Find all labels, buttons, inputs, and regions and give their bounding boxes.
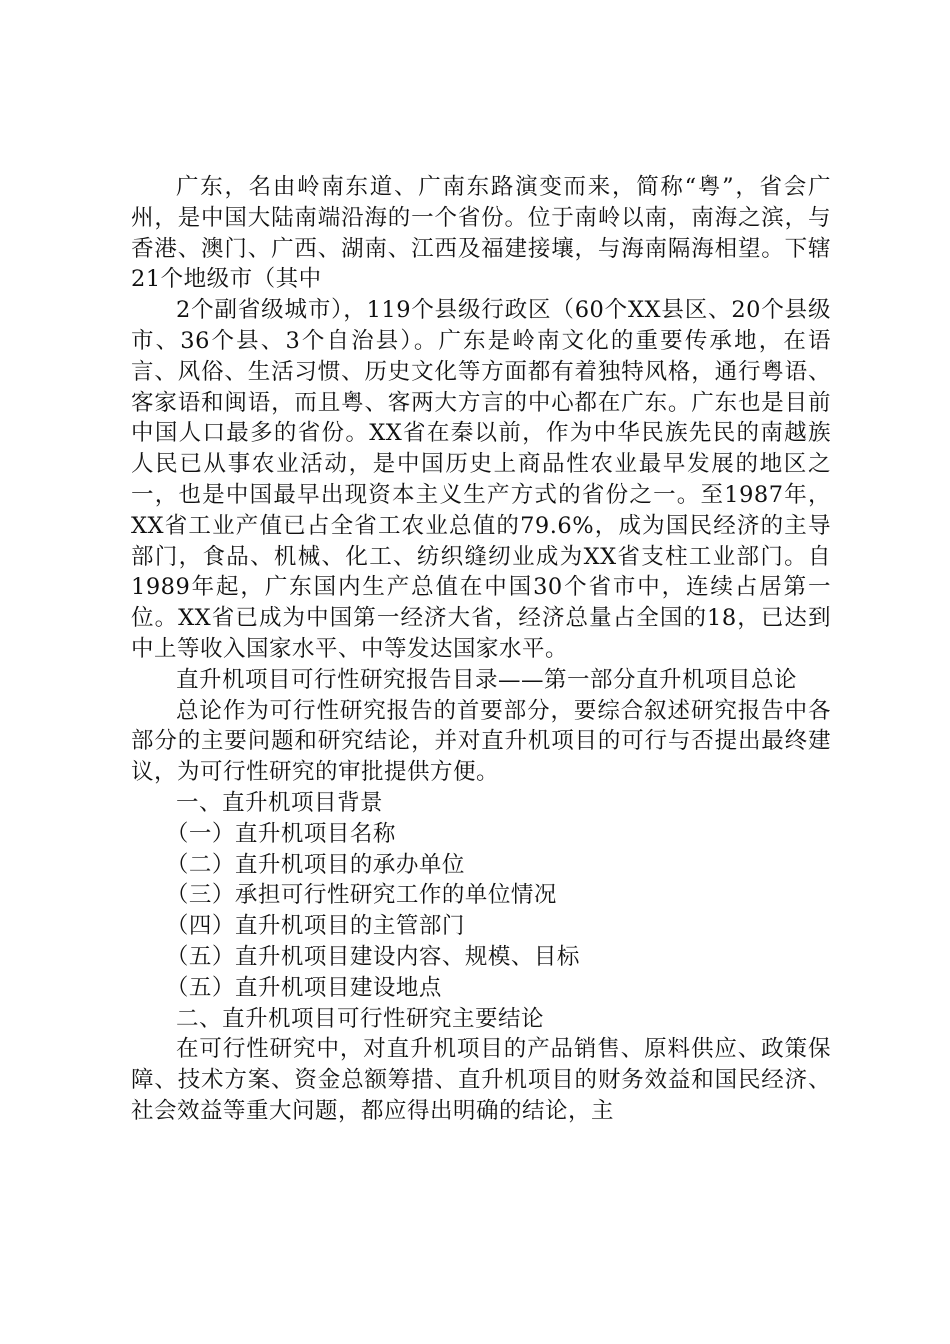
toc-heading: 直升机项目可行性研究报告目录——第一部分直升机项目总论 — [176, 666, 798, 693]
toc-item-scope: （五）直升机项目建设内容、规模、目标 — [165, 943, 580, 970]
toc-section-background: 一、直升机项目背景 — [176, 789, 384, 816]
province-overview-paragraph: 2个副省级城市），119个县级行政区（60个XX县区、20个县级市、36个县、3个自治县）。广东是岭南文化的重要传承地，在语言、风俗、生活习惯、历史文化等方面都有着独特风格，通行粤语、客家语和闽语，而且粤、客两大方言的中心都在广东。广东也是目前中国人口最多的省份。XX省在秦以前，作为中华民族先民的南越族人民已从事农业活动，是中国历史上商品性农业最早发展的地区之一，也是中国最早出现资本主义生产方式的省份之一。至1987年，XX省工业产值已占全省工农业总值的79.6%，成为国民经济的主导部门，食品、机械、化工、纺织缝纫业成为XX省支柱工业部门。自1989年起，广东国内生产总值在中国30个省市中，连续占居第一位。XX省已成为中国第一经济大省，经济总量占全国的18，已达到中上等收入国家水平、中等发达国家水平。 — [131, 297, 831, 662]
intro-paragraph: 广东，名由岭南东道、广南东路演变而来，简称“粤”，省会广州，是中国大陆南端沿海的一个省份。位于南岭以南，南海之滨，与香港、澳门、广西、湖南、江西及福建接壤，与海南隔海相望。下辖21个地级市（其中 — [131, 174, 831, 293]
toc-item-authority: （四）直升机项目的主管部门 — [165, 913, 465, 940]
conclusion-paragraph: 在可行性研究中，对直升机项目的产品销售、原料供应、政策保障、技术方案、资金总额筹措、直升机项目的财务效益和国民经济、社会效益等重大问题，都应得出明确的结论，主 — [131, 1036, 831, 1124]
toc-item-location: （五）直升机项目建设地点 — [165, 974, 442, 1001]
summary-paragraph: 总论作为可行性研究报告的首要部分，要综合叙述研究报告中各部分的主要问题和研究结论，并对直升机项目的可行与否提出最终建议，为可行性研究的审批提供方便。 — [131, 697, 831, 786]
toc-item-host-unit: （二）直升机项目的承办单位 — [165, 851, 465, 878]
document-page — [131, 172, 831, 1127]
toc-section-conclusions: 二、直升机项目可行性研究主要结论 — [176, 1005, 545, 1032]
toc-item-research-unit: （三）承担可行性研究工作的单位情况 — [165, 882, 557, 909]
toc-item-project-name: （一）直升机项目名称 — [165, 820, 396, 847]
